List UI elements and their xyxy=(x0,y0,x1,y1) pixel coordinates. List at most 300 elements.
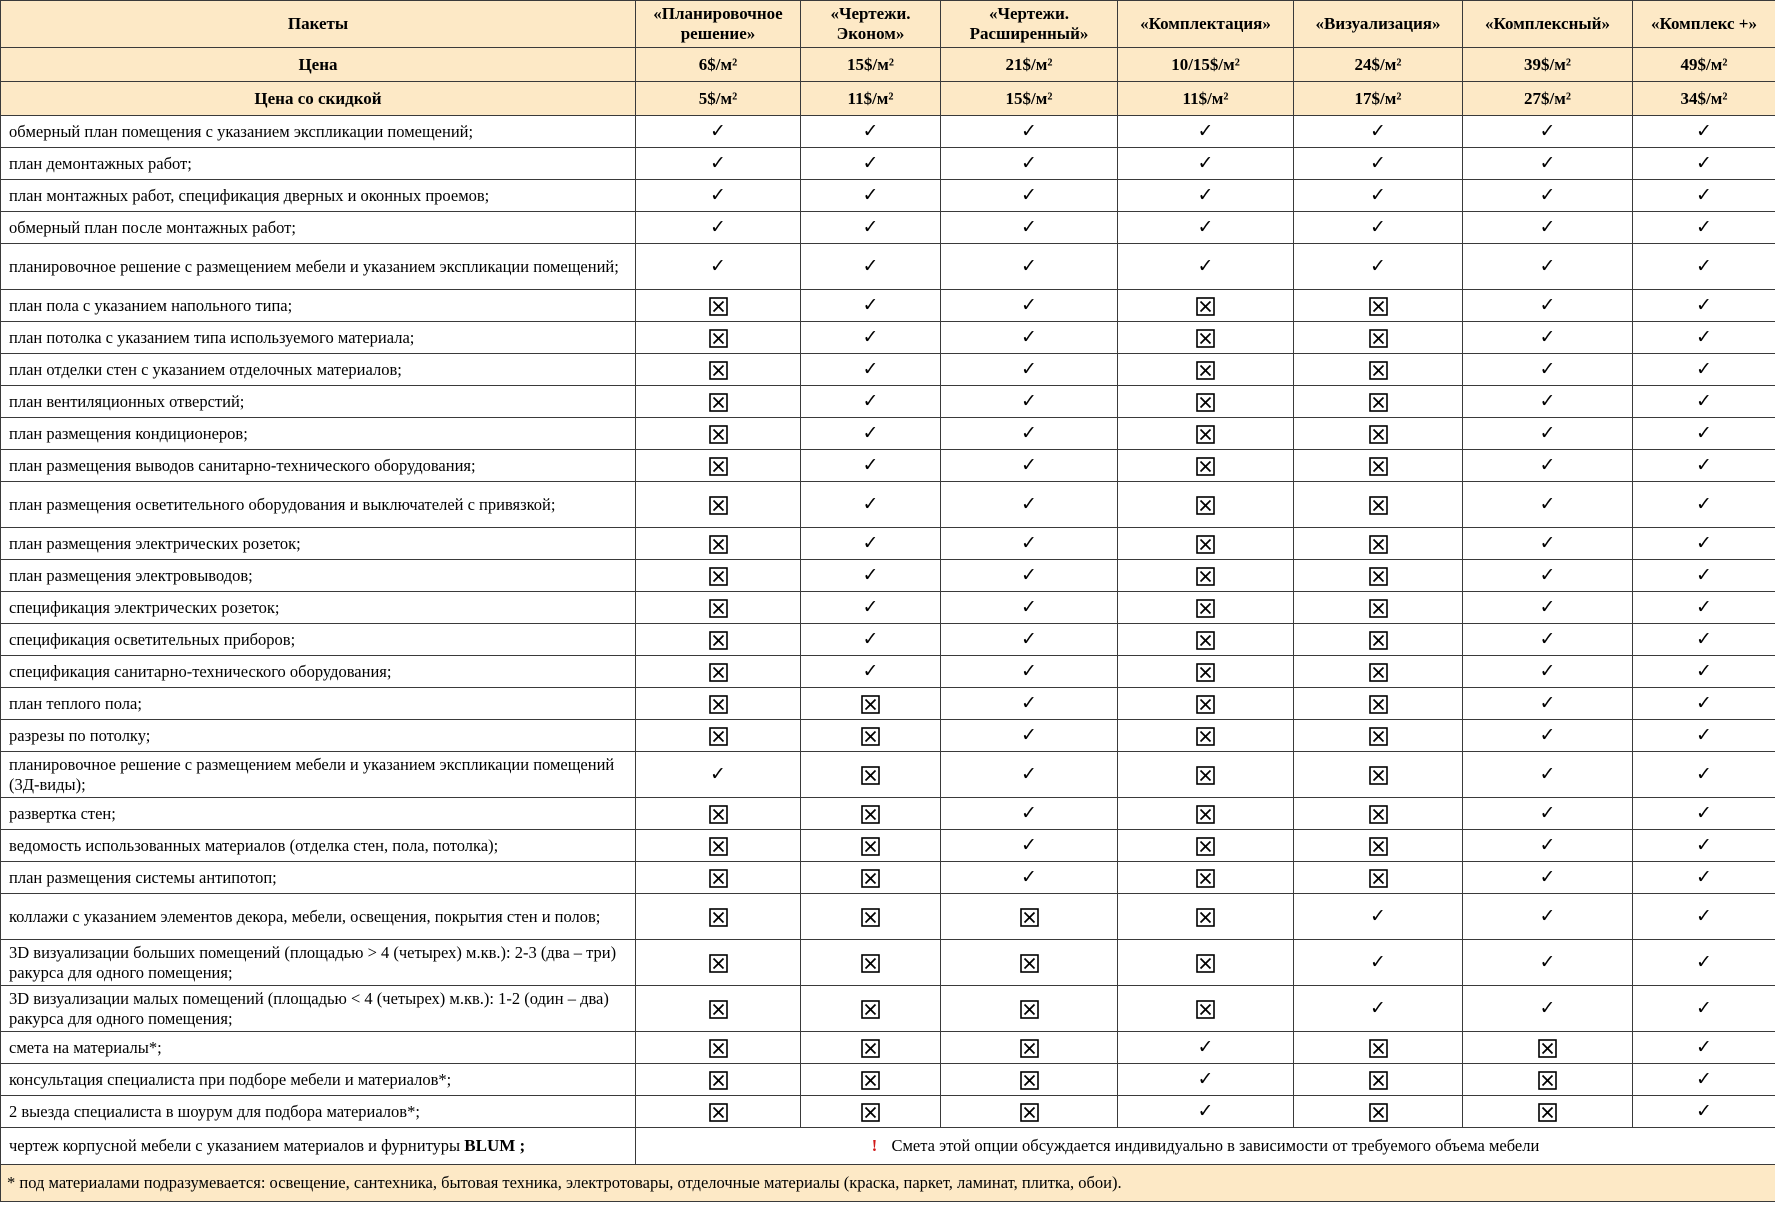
crossed-box-icon xyxy=(709,727,728,746)
check-icon: ✓ xyxy=(862,216,879,238)
crossed-box-icon xyxy=(1020,1103,1039,1122)
excluded-cell xyxy=(1118,986,1294,1032)
included-cell xyxy=(1463,862,1633,894)
crossed-box-icon xyxy=(1196,297,1215,316)
table-row xyxy=(1,116,1775,148)
check-icon: ✓ xyxy=(1696,596,1712,618)
check-icon: ✓ xyxy=(862,532,879,554)
included-cell xyxy=(1118,1096,1294,1128)
blum-brand: BLUM ; xyxy=(464,1136,526,1155)
crossed-box-icon xyxy=(1369,457,1388,476)
check-icon: ✓ xyxy=(1539,422,1556,444)
included-cell xyxy=(1633,798,1775,830)
check-icon: ✓ xyxy=(1696,390,1712,412)
table-row xyxy=(1,354,1775,386)
included-cell xyxy=(941,482,1118,528)
table-row xyxy=(1,940,1775,986)
excluded-cell xyxy=(1118,418,1294,450)
included-cell xyxy=(1463,986,1633,1032)
check-icon: ✓ xyxy=(862,596,879,618)
check-icon: ✓ xyxy=(1696,493,1712,515)
crossed-box-icon xyxy=(1196,837,1215,856)
excluded-cell xyxy=(941,1064,1118,1096)
packages-label: Пакеты xyxy=(1,1,636,48)
feature-label: план монтажных работ, спецификация дверных и оконных проемов; xyxy=(1,180,636,212)
excluded-cell xyxy=(636,940,801,986)
crossed-box-icon xyxy=(709,393,728,412)
excluded-cell xyxy=(1294,560,1463,592)
included-cell xyxy=(1633,450,1775,482)
crossed-box-icon xyxy=(861,727,880,746)
check-icon: ✓ xyxy=(1539,660,1556,682)
excluded-cell xyxy=(801,720,941,752)
included-cell xyxy=(1633,592,1775,624)
included-cell xyxy=(1633,720,1775,752)
check-icon: ✓ xyxy=(1370,120,1386,142)
excluded-cell xyxy=(801,986,941,1032)
excluded-cell xyxy=(1294,1096,1463,1128)
crossed-box-icon xyxy=(1196,908,1215,927)
excluded-cell xyxy=(1118,560,1294,592)
crossed-box-icon xyxy=(1196,663,1215,682)
included-cell xyxy=(801,624,941,656)
included-cell xyxy=(636,752,801,798)
included-cell xyxy=(1463,940,1633,986)
table-row xyxy=(1,212,1775,244)
excluded-cell xyxy=(1118,688,1294,720)
check-icon: ✓ xyxy=(1696,834,1712,856)
crossed-box-icon xyxy=(1369,766,1388,785)
feature-label: спецификация осветительных приборов; xyxy=(1,624,636,656)
blum-feature-text: чертеж корпусной мебели с указанием материалов и фурнитуры xyxy=(9,1136,461,1155)
check-icon: ✓ xyxy=(1696,1036,1712,1058)
crossed-box-icon xyxy=(709,361,728,380)
package-col-header xyxy=(801,1,941,48)
included-cell xyxy=(941,688,1118,720)
check-icon: ✓ xyxy=(1021,184,1037,206)
included-cell xyxy=(1463,656,1633,688)
check-icon: ✓ xyxy=(1197,1100,1214,1122)
crossed-box-icon xyxy=(709,1071,728,1090)
check-icon: ✓ xyxy=(1539,802,1556,824)
crossed-box-icon xyxy=(1369,1103,1388,1122)
check-icon: ✓ xyxy=(1696,905,1712,927)
excluded-cell xyxy=(1294,322,1463,354)
excluded-cell xyxy=(1118,386,1294,418)
excluded-cell xyxy=(801,1064,941,1096)
feature-label: план размещения системы антипотоп; xyxy=(1,862,636,894)
included-cell xyxy=(1633,656,1775,688)
price-cell: 24$/м² xyxy=(1294,48,1463,82)
feature-label: развертка стен; xyxy=(1,798,636,830)
included-cell xyxy=(1463,212,1633,244)
crossed-box-icon xyxy=(1369,535,1388,554)
check-icon: ✓ xyxy=(1539,152,1556,174)
crossed-box-icon xyxy=(1369,805,1388,824)
excluded-cell xyxy=(1463,1032,1633,1064)
crossed-box-icon xyxy=(1538,1103,1557,1122)
included-cell xyxy=(941,656,1118,688)
table-row xyxy=(1,752,1775,798)
crossed-box-icon xyxy=(1196,361,1215,380)
included-cell xyxy=(1118,180,1294,212)
crossed-box-icon xyxy=(1369,496,1388,515)
included-cell xyxy=(941,244,1118,290)
included-cell xyxy=(941,450,1118,482)
check-icon: ✓ xyxy=(1021,454,1037,476)
feature-label: план отделки стен с указанием отделочных материалов; xyxy=(1,354,636,386)
included-cell xyxy=(1118,116,1294,148)
check-icon: ✓ xyxy=(1021,422,1037,444)
excluded-cell xyxy=(1118,322,1294,354)
feature-label: планировочное решение с размещением мебели и указанием экспликации помещений; xyxy=(1,244,636,290)
excluded-cell xyxy=(1463,1064,1633,1096)
crossed-box-icon xyxy=(1369,1071,1388,1090)
included-cell xyxy=(941,830,1118,862)
excluded-cell xyxy=(1118,830,1294,862)
price-cell: 6$/м² xyxy=(636,48,801,82)
check-icon: ✓ xyxy=(1696,724,1712,746)
table-row xyxy=(1,322,1775,354)
check-icon: ✓ xyxy=(1696,628,1712,650)
discount-cell: 11$/м² xyxy=(801,82,941,116)
check-icon: ✓ xyxy=(710,184,726,206)
included-cell xyxy=(1463,450,1633,482)
excluded-cell xyxy=(636,862,801,894)
table-row xyxy=(1,482,1775,528)
crossed-box-icon xyxy=(709,695,728,714)
excluded-cell xyxy=(636,418,801,450)
crossed-box-icon xyxy=(861,805,880,824)
crossed-box-icon xyxy=(1196,496,1215,515)
excluded-cell xyxy=(941,894,1118,940)
included-cell xyxy=(1118,148,1294,180)
feature-label: 3D визуализации больших помещений (площадью > 4 (четырех) м.кв.): 2-3 (два – три) ракурса для одного помещения; xyxy=(1,940,636,986)
check-icon: ✓ xyxy=(1021,532,1037,554)
included-cell xyxy=(1633,148,1775,180)
crossed-box-icon xyxy=(1196,766,1215,785)
excluded-cell xyxy=(1118,624,1294,656)
excluded-cell xyxy=(1294,528,1463,560)
package-col-header xyxy=(1633,1,1775,48)
crossed-box-icon xyxy=(1369,663,1388,682)
excluded-cell xyxy=(1294,418,1463,450)
crossed-box-icon xyxy=(1196,567,1215,586)
check-icon: ✓ xyxy=(1696,216,1712,238)
excluded-cell xyxy=(636,1064,801,1096)
included-cell xyxy=(1463,322,1633,354)
included-cell xyxy=(1294,212,1463,244)
check-icon: ✓ xyxy=(1539,596,1556,618)
crossed-box-icon xyxy=(709,496,728,515)
table-row xyxy=(1,720,1775,752)
table-row xyxy=(1,1064,1775,1096)
crossed-box-icon xyxy=(1196,631,1215,650)
included-cell xyxy=(941,148,1118,180)
excluded-cell xyxy=(1294,482,1463,528)
included-cell xyxy=(1463,418,1633,450)
discount-row xyxy=(1,82,1775,116)
included-cell xyxy=(1633,482,1775,528)
check-icon: ✓ xyxy=(1696,255,1712,277)
discount-cell: 5$/м² xyxy=(636,82,801,116)
excluded-cell xyxy=(636,290,801,322)
crossed-box-icon xyxy=(709,1000,728,1019)
blum-row xyxy=(1,1128,1775,1165)
check-icon: ✓ xyxy=(1021,763,1037,785)
excluded-cell xyxy=(636,1096,801,1128)
check-icon: ✓ xyxy=(1021,493,1037,515)
excluded-cell xyxy=(801,688,941,720)
check-icon: ✓ xyxy=(1696,763,1712,785)
included-cell xyxy=(801,322,941,354)
crossed-box-icon xyxy=(1369,869,1388,888)
exclamation-icon: ! xyxy=(871,1136,878,1155)
feature-label: смета на материалы*; xyxy=(1,1032,636,1064)
check-icon: ✓ xyxy=(1021,866,1037,888)
included-cell xyxy=(1294,244,1463,290)
excluded-cell xyxy=(801,940,941,986)
check-icon: ✓ xyxy=(862,422,879,444)
included-cell xyxy=(1463,180,1633,212)
check-icon: ✓ xyxy=(1021,564,1037,586)
included-cell xyxy=(1633,624,1775,656)
included-cell xyxy=(636,116,801,148)
included-cell xyxy=(1463,148,1633,180)
included-cell xyxy=(941,354,1118,386)
excluded-cell xyxy=(941,940,1118,986)
excluded-cell xyxy=(636,322,801,354)
feature-label: план вентиляционных отверстий; xyxy=(1,386,636,418)
check-icon: ✓ xyxy=(710,763,726,785)
check-icon: ✓ xyxy=(1539,255,1556,277)
included-cell xyxy=(1463,386,1633,418)
included-cell xyxy=(1294,894,1463,940)
crossed-box-icon xyxy=(1369,425,1388,444)
excluded-cell xyxy=(1118,482,1294,528)
blum-note-cell xyxy=(636,1128,1775,1165)
feature-label: план размещения кондиционеров; xyxy=(1,418,636,450)
check-icon: ✓ xyxy=(1696,802,1712,824)
table-row xyxy=(1,798,1775,830)
feature-label: 3D визуализации малых помещений (площадью < 4 (четырех) м.кв.): 1-2 (один – два) ракурса для одного помещения; xyxy=(1,986,636,1032)
excluded-cell xyxy=(636,894,801,940)
included-cell xyxy=(1118,1064,1294,1096)
included-cell xyxy=(1463,688,1633,720)
included-cell xyxy=(801,290,941,322)
check-icon: ✓ xyxy=(1021,724,1037,746)
price-cell: 49$/м² xyxy=(1633,48,1775,82)
check-icon: ✓ xyxy=(1021,628,1037,650)
crossed-box-icon xyxy=(709,954,728,973)
included-cell xyxy=(1463,528,1633,560)
excluded-cell xyxy=(1118,798,1294,830)
excluded-cell xyxy=(1463,1096,1633,1128)
package-name-line1: «Чертежи. xyxy=(830,4,911,23)
excluded-cell xyxy=(1294,290,1463,322)
feature-label: план теплого пола; xyxy=(1,688,636,720)
crossed-box-icon xyxy=(1196,1000,1215,1019)
blum-note-text: Смета этой опции обсуждается индивидуально в зависимости от требуемого объема мебели xyxy=(891,1136,1540,1155)
excluded-cell xyxy=(1294,386,1463,418)
crossed-box-icon xyxy=(1196,869,1215,888)
check-icon: ✓ xyxy=(1021,216,1037,238)
feature-label: план пола с указанием напольного типа; xyxy=(1,290,636,322)
included-cell xyxy=(1633,212,1775,244)
package-name-line1: «Комплектация» xyxy=(1140,14,1271,33)
check-icon: ✓ xyxy=(1539,834,1556,856)
check-icon: ✓ xyxy=(710,255,726,277)
feature-label: обмерный план помещения с указанием экспликации помещений; xyxy=(1,116,636,148)
check-icon: ✓ xyxy=(1197,1036,1214,1058)
included-cell xyxy=(1463,290,1633,322)
excluded-cell xyxy=(1118,450,1294,482)
crossed-box-icon xyxy=(1196,457,1215,476)
excluded-cell xyxy=(1294,450,1463,482)
excluded-cell xyxy=(636,386,801,418)
check-icon: ✓ xyxy=(1197,152,1214,174)
package-name-line1: «Визуализация» xyxy=(1315,14,1441,33)
excluded-cell xyxy=(1294,752,1463,798)
included-cell xyxy=(1294,986,1463,1032)
check-icon: ✓ xyxy=(1539,358,1556,380)
discount-cell: 11$/м² xyxy=(1118,82,1294,116)
price-cell: 39$/м² xyxy=(1463,48,1633,82)
check-icon: ✓ xyxy=(1696,358,1712,380)
included-cell xyxy=(1633,290,1775,322)
check-icon: ✓ xyxy=(1696,1100,1712,1122)
excluded-cell xyxy=(636,798,801,830)
crossed-box-icon xyxy=(861,1000,880,1019)
excluded-cell xyxy=(801,798,941,830)
included-cell xyxy=(1118,244,1294,290)
check-icon: ✓ xyxy=(862,294,879,316)
crossed-box-icon xyxy=(709,535,728,554)
feature-label: план размещения электрических розеток; xyxy=(1,528,636,560)
excluded-cell xyxy=(636,656,801,688)
crossed-box-icon xyxy=(1369,695,1388,714)
crossed-box-icon xyxy=(1196,954,1215,973)
check-icon: ✓ xyxy=(1370,255,1386,277)
included-cell xyxy=(801,592,941,624)
included-cell xyxy=(1463,244,1633,290)
check-icon: ✓ xyxy=(1539,454,1556,476)
check-icon: ✓ xyxy=(1370,997,1386,1019)
included-cell xyxy=(1633,1032,1775,1064)
excluded-cell xyxy=(1294,798,1463,830)
included-cell xyxy=(941,528,1118,560)
included-cell xyxy=(941,560,1118,592)
check-icon: ✓ xyxy=(862,390,879,412)
crossed-box-icon xyxy=(1020,1071,1039,1090)
check-icon: ✓ xyxy=(1197,1068,1214,1090)
crossed-box-icon xyxy=(709,908,728,927)
included-cell xyxy=(1633,1064,1775,1096)
included-cell xyxy=(941,798,1118,830)
included-cell xyxy=(1463,752,1633,798)
included-cell xyxy=(1463,894,1633,940)
crossed-box-icon xyxy=(1369,567,1388,586)
discount-cell: 17$/м² xyxy=(1294,82,1463,116)
excluded-cell xyxy=(1294,354,1463,386)
check-icon: ✓ xyxy=(1370,152,1386,174)
included-cell xyxy=(1633,940,1775,986)
feature-label: план размещения выводов санитарно-технического оборудования; xyxy=(1,450,636,482)
check-icon: ✓ xyxy=(1539,120,1556,142)
crossed-box-icon xyxy=(861,908,880,927)
excluded-cell xyxy=(636,624,801,656)
check-icon: ✓ xyxy=(1696,951,1712,973)
excluded-cell xyxy=(801,1096,941,1128)
price-cell: 15$/м² xyxy=(801,48,941,82)
check-icon: ✓ xyxy=(862,358,879,380)
check-icon: ✓ xyxy=(1370,184,1386,206)
crossed-box-icon xyxy=(709,329,728,348)
crossed-box-icon xyxy=(1196,727,1215,746)
crossed-box-icon xyxy=(1369,329,1388,348)
check-icon: ✓ xyxy=(1021,255,1037,277)
table-row xyxy=(1,688,1775,720)
package-col-header xyxy=(1294,1,1463,48)
check-icon: ✓ xyxy=(1539,326,1556,348)
check-icon: ✓ xyxy=(1021,294,1037,316)
check-icon: ✓ xyxy=(1370,216,1386,238)
excluded-cell xyxy=(1118,940,1294,986)
check-icon: ✓ xyxy=(1696,692,1712,714)
included-cell xyxy=(1633,560,1775,592)
excluded-cell xyxy=(801,830,941,862)
check-icon: ✓ xyxy=(1539,763,1556,785)
excluded-cell xyxy=(801,862,941,894)
crossed-box-icon xyxy=(1538,1071,1557,1090)
included-cell xyxy=(636,148,801,180)
excluded-cell xyxy=(1118,528,1294,560)
check-icon: ✓ xyxy=(1539,294,1556,316)
table-row xyxy=(1,528,1775,560)
check-icon: ✓ xyxy=(710,152,726,174)
included-cell xyxy=(801,180,941,212)
crossed-box-icon xyxy=(1020,1000,1039,1019)
crossed-box-icon xyxy=(709,631,728,650)
crossed-box-icon xyxy=(1020,1039,1039,1058)
included-cell xyxy=(801,386,941,418)
crossed-box-icon xyxy=(1196,805,1215,824)
included-cell xyxy=(941,386,1118,418)
crossed-box-icon xyxy=(1369,297,1388,316)
crossed-box-icon xyxy=(1020,908,1039,927)
excluded-cell xyxy=(1294,688,1463,720)
crossed-box-icon xyxy=(1369,837,1388,856)
crossed-box-icon xyxy=(1369,393,1388,412)
footnote-row xyxy=(1,1165,1775,1202)
header-row xyxy=(1,1,1775,48)
crossed-box-icon xyxy=(861,837,880,856)
package-name-line1: «Комплексный» xyxy=(1485,14,1610,33)
check-icon: ✓ xyxy=(1539,390,1556,412)
included-cell xyxy=(941,322,1118,354)
crossed-box-icon xyxy=(861,1071,880,1090)
crossed-box-icon xyxy=(709,805,728,824)
check-icon: ✓ xyxy=(1539,216,1556,238)
included-cell xyxy=(1463,354,1633,386)
check-icon: ✓ xyxy=(710,216,726,238)
excluded-cell xyxy=(1294,862,1463,894)
check-icon: ✓ xyxy=(1197,255,1214,277)
check-icon: ✓ xyxy=(1539,724,1556,746)
included-cell xyxy=(1633,386,1775,418)
crossed-box-icon xyxy=(1196,425,1215,444)
check-icon: ✓ xyxy=(1539,997,1556,1019)
